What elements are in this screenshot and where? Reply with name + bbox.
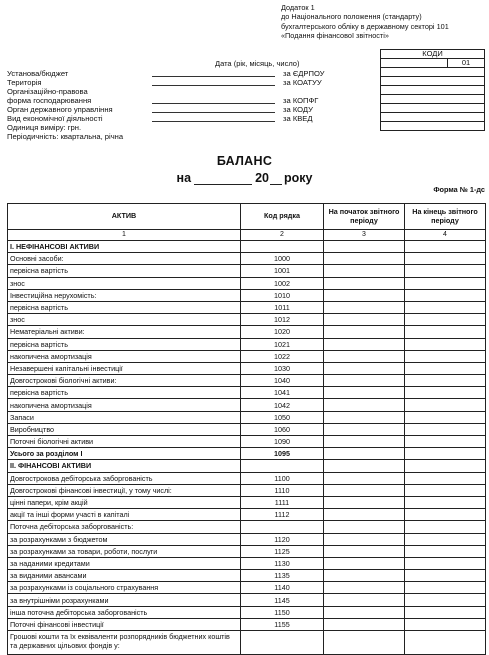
table-row (8, 387, 486, 399)
row-label: Грошові кошти та їх еквіваленти розпорядників бюджетних коштів та державних цільових фондів у: (8, 631, 241, 655)
table-row (8, 399, 486, 411)
end-value-cell[interactable] (405, 436, 486, 448)
info-row (7, 114, 382, 123)
row-code: 1111 (241, 496, 324, 508)
code-cell-kopfg (381, 104, 485, 113)
addendum-line: до Національного положення (стандарту) (281, 12, 422, 22)
row-code: 1042 (241, 399, 324, 411)
row-code: 1020 (241, 326, 324, 338)
row-label: за внутрішніми розрахунками (8, 594, 241, 606)
column-number: 3 (324, 230, 405, 241)
row-label: акції та інші форми участі в капіталі (8, 509, 241, 521)
row-code: 1022 (241, 350, 324, 362)
table-row (8, 557, 486, 569)
end-value-cell[interactable] (405, 545, 486, 557)
column-header: На кінець звітного періоду (405, 204, 486, 230)
row-label: Інвестиційна нерухомість: (8, 289, 241, 301)
fill-line[interactable] (152, 85, 275, 86)
end-value-cell[interactable] (405, 253, 486, 265)
row-code: 1060 (241, 423, 324, 435)
row-label: за наданими кредитами (8, 557, 241, 569)
end-value-cell[interactable] (405, 484, 486, 496)
table-row (8, 265, 486, 277)
table-row (8, 570, 486, 582)
row-label: Виробництво (8, 423, 241, 435)
row-code: 1110 (241, 484, 324, 496)
end-value-cell[interactable] (405, 411, 486, 423)
subtitle-prefix: на (176, 171, 192, 185)
row-code: 1112 (241, 509, 324, 521)
addendum-line: Додаток 1 (281, 3, 315, 12)
start-value-cell[interactable] (324, 399, 405, 411)
start-value-cell[interactable] (324, 618, 405, 630)
end-value-cell[interactable] (405, 606, 486, 618)
row-label: знос (8, 277, 241, 289)
start-value-cell[interactable] (324, 631, 405, 655)
start-value-cell[interactable] (324, 375, 405, 387)
table-row (8, 289, 486, 301)
table-row (8, 496, 486, 508)
info-label: Територія (7, 78, 42, 87)
row-code: 1120 (241, 533, 324, 545)
fill-line[interactable] (152, 121, 275, 122)
code-cell-blank (381, 95, 485, 104)
row-label: Поточна дебіторська заборгованість: (8, 521, 241, 533)
organization-info (7, 69, 382, 141)
row-code: 1021 (241, 338, 324, 350)
start-value-cell[interactable] (324, 484, 405, 496)
table-row (8, 472, 486, 484)
info-row (7, 96, 382, 105)
form-number: Форма № 1-дс (433, 185, 485, 194)
addendum-note (281, 3, 486, 41)
table-row (8, 545, 486, 557)
row-code (241, 521, 324, 533)
table-row (8, 594, 486, 606)
row-label: за розрахунками за товари, роботи, послуги (8, 545, 241, 557)
table-row (8, 241, 486, 253)
document-subtitle (0, 171, 489, 185)
start-value-cell[interactable] (324, 423, 405, 435)
table-row (8, 314, 486, 326)
table-row (8, 375, 486, 387)
fill-line[interactable] (152, 112, 275, 113)
row-code: 1095 (241, 448, 324, 460)
row-label: Незавершені капітальні інвестиції (8, 362, 241, 374)
row-label: накопичена амортизація (8, 399, 241, 411)
row-code: 1030 (241, 362, 324, 374)
row-code: 1040 (241, 375, 324, 387)
row-label: за розрахунками з бюджетом (8, 533, 241, 545)
end-value-cell[interactable] (405, 631, 486, 655)
info-label: Орган державного управління (7, 105, 113, 114)
row-code: 1050 (241, 411, 324, 423)
row-label: цінні папери, крім акцій (8, 496, 241, 508)
end-value-cell[interactable] (405, 301, 486, 313)
end-value-cell[interactable] (405, 326, 486, 338)
start-value-cell[interactable] (324, 521, 405, 533)
row-label: І. НЕФІНАНСОВІ АКТИВИ (8, 241, 241, 253)
table-row (8, 582, 486, 594)
table-row (8, 301, 486, 313)
info-row (7, 87, 382, 96)
end-value-cell[interactable] (405, 618, 486, 630)
start-value-cell[interactable] (324, 570, 405, 582)
start-value-cell[interactable] (324, 594, 405, 606)
code-cell-edrpou (381, 77, 485, 86)
row-label: первісна вартість (8, 265, 241, 277)
document-title: БАЛАНС (216, 154, 273, 168)
start-value-cell[interactable] (324, 362, 405, 374)
start-value-cell[interactable] (324, 289, 405, 301)
row-label: накопичена амортизація (8, 350, 241, 362)
row-label: Поточні фінансові інвестиції (8, 618, 241, 630)
start-value-cell[interactable] (324, 387, 405, 399)
column-header: АКТИВ (8, 204, 241, 230)
row-label: Запаси (8, 411, 241, 423)
end-value-cell[interactable] (405, 533, 486, 545)
start-value-cell[interactable] (324, 326, 405, 338)
row-label: за виданими авансами (8, 570, 241, 582)
info-label: Організаційно-правова (7, 87, 88, 96)
table-row (8, 326, 486, 338)
end-value-cell[interactable] (405, 277, 486, 289)
start-value-cell[interactable] (324, 472, 405, 484)
end-value-cell[interactable] (405, 557, 486, 569)
row-code (241, 460, 324, 472)
row-label: Довгострокові біологічні активи: (8, 375, 241, 387)
table-row (8, 533, 486, 545)
start-value-cell[interactable] (324, 533, 405, 545)
addendum-line: «Подання фінансової звітності» (281, 31, 389, 41)
table-row (8, 411, 486, 423)
code-cell-koatuu (381, 86, 485, 95)
end-value-cell[interactable] (405, 387, 486, 399)
row-code: 1001 (241, 265, 324, 277)
table-row (8, 362, 486, 374)
table-row (8, 618, 486, 630)
column-number: 2 (241, 230, 324, 241)
balance-table (7, 203, 486, 655)
year-blank[interactable] (270, 173, 282, 185)
table-row (8, 521, 486, 533)
row-label: Нематеріальні активи: (8, 326, 241, 338)
table-row (8, 631, 486, 655)
start-value-cell[interactable] (324, 301, 405, 313)
table-row (8, 606, 486, 618)
code-cell (381, 59, 448, 68)
row-code: 1130 (241, 557, 324, 569)
start-value-cell[interactable] (324, 509, 405, 521)
end-value-cell[interactable] (405, 472, 486, 484)
start-value-cell[interactable] (324, 496, 405, 508)
start-value-cell[interactable] (324, 241, 405, 253)
column-number: 1 (8, 230, 241, 241)
row-label: первісна вартість (8, 338, 241, 350)
row-label: за розрахунками із соціального страхування (8, 582, 241, 594)
end-value-cell[interactable] (405, 350, 486, 362)
row-label: Довгострокова дебіторська заборгованість (8, 472, 241, 484)
subtitle-suffix: року (283, 171, 313, 185)
row-label: Основні засоби: (8, 253, 241, 265)
code-cell-kodu (381, 113, 485, 122)
table-row (8, 423, 486, 435)
end-value-cell[interactable] (405, 362, 486, 374)
start-value-cell[interactable] (324, 545, 405, 557)
table-row (8, 509, 486, 521)
row-code (241, 631, 324, 655)
date-label: Дата (рік, місяць, число) (215, 59, 300, 68)
start-value-cell[interactable] (324, 448, 405, 460)
start-value-cell[interactable] (324, 265, 405, 277)
info-row (7, 69, 382, 78)
row-code: 1150 (241, 606, 324, 618)
info-label: Вид економічної діяльності (7, 114, 103, 123)
start-value-cell[interactable] (324, 582, 405, 594)
end-value-cell[interactable] (405, 241, 486, 253)
row-label: Усього за розділом І (8, 448, 241, 460)
code-label: за КОАТУУ (283, 78, 322, 87)
date-blank[interactable] (194, 173, 252, 185)
start-value-cell[interactable] (324, 350, 405, 362)
period-line: Періодичність: квартальна, річна (7, 132, 124, 141)
table-row (8, 460, 486, 472)
table-row (8, 253, 486, 265)
row-code: 1155 (241, 618, 324, 630)
code-label: за КОПФГ (283, 96, 319, 105)
info-label: форма господарювання (7, 96, 92, 105)
start-value-cell[interactable] (324, 436, 405, 448)
end-value-cell[interactable] (405, 496, 486, 508)
info-row (7, 78, 382, 87)
table-row (8, 448, 486, 460)
column-header: Код рядка (241, 204, 324, 230)
row-label: інша поточна дебіторська заборгованість (8, 606, 241, 618)
row-code: 1145 (241, 594, 324, 606)
end-value-cell[interactable] (405, 570, 486, 582)
row-code: 1135 (241, 570, 324, 582)
code-cell-date (381, 68, 485, 77)
codes-table (380, 49, 485, 131)
row-code: 1002 (241, 277, 324, 289)
end-value-cell[interactable] (405, 338, 486, 350)
code-label: за КВЕД (283, 114, 313, 123)
start-value-cell[interactable] (324, 314, 405, 326)
code-label: за КОДУ (283, 105, 313, 114)
row-code: 1100 (241, 472, 324, 484)
table-row (8, 484, 486, 496)
code-label: за ЄДРПОУ (283, 69, 325, 78)
start-value-cell[interactable] (324, 338, 405, 350)
end-value-cell[interactable] (405, 375, 486, 387)
codes-header: КОДИ (381, 50, 485, 59)
table-row (8, 436, 486, 448)
start-value-cell[interactable] (324, 253, 405, 265)
row-code: 1041 (241, 387, 324, 399)
row-code (241, 241, 324, 253)
row-label: Довгострокові фінансові інвестиції, у тому числі: (8, 484, 241, 496)
table-row (8, 338, 486, 350)
info-label: Установа/бюджет (7, 69, 69, 78)
row-code: 1000 (241, 253, 324, 265)
end-value-cell[interactable] (405, 509, 486, 521)
subtitle-year: 20 (255, 171, 269, 185)
start-value-cell[interactable] (324, 606, 405, 618)
row-label: Поточні біологічні активи (8, 436, 241, 448)
table-row (8, 277, 486, 289)
start-value-cell[interactable] (324, 277, 405, 289)
end-value-cell[interactable] (405, 265, 486, 277)
end-value-cell[interactable] (405, 582, 486, 594)
code-cell-kved (381, 122, 485, 131)
row-label: знос (8, 314, 241, 326)
start-value-cell[interactable] (324, 557, 405, 569)
column-number: 4 (405, 230, 486, 241)
row-code: 1011 (241, 301, 324, 313)
row-code: 1012 (241, 314, 324, 326)
end-value-cell[interactable] (405, 423, 486, 435)
row-label: ІІ. ФІНАНСОВІ АКТИВИ (8, 460, 241, 472)
row-label: первісна вартість (8, 387, 241, 399)
fill-line[interactable] (152, 76, 275, 77)
end-value-cell[interactable] (405, 314, 486, 326)
addendum-line: бухгалтерського обліку в державному секторі 101 (281, 21, 449, 31)
info-row (7, 105, 382, 114)
end-value-cell[interactable] (405, 594, 486, 606)
unit-line: Одиниця виміру: грн. (7, 123, 82, 132)
start-value-cell[interactable] (324, 460, 405, 472)
end-value-cell[interactable] (405, 399, 486, 411)
start-value-cell[interactable] (324, 411, 405, 423)
end-value-cell[interactable] (405, 460, 486, 472)
end-value-cell[interactable] (405, 289, 486, 301)
row-code: 1125 (241, 545, 324, 557)
fill-line[interactable] (152, 103, 275, 104)
form-code: 01 (448, 59, 485, 68)
end-value-cell[interactable] (405, 448, 486, 460)
row-code: 1090 (241, 436, 324, 448)
end-value-cell[interactable] (405, 521, 486, 533)
row-code: 1140 (241, 582, 324, 594)
row-label: первісна вартість (8, 301, 241, 313)
table-row (8, 350, 486, 362)
row-code: 1010 (241, 289, 324, 301)
column-header: На початок звітного періоду (324, 204, 405, 230)
